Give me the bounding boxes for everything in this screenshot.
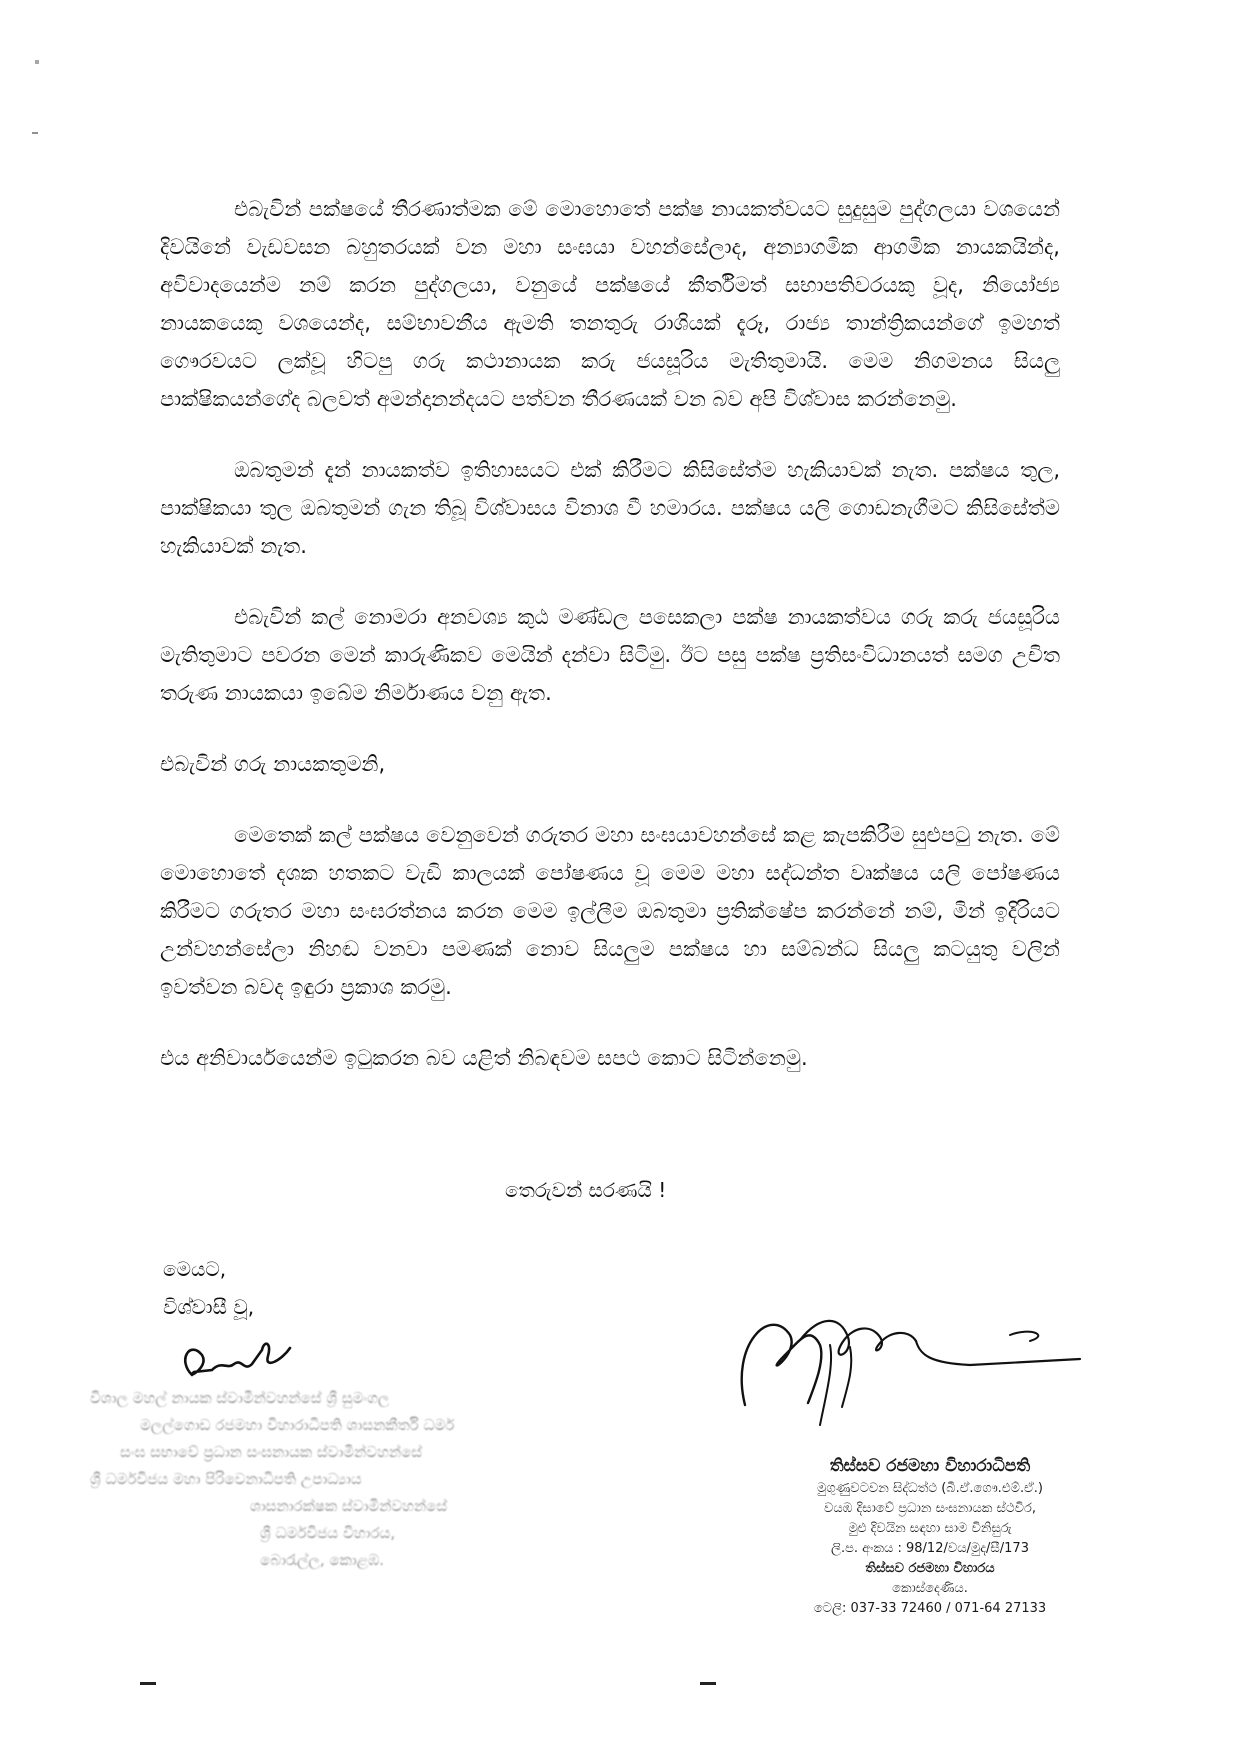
stamp-left-line: විශාල මහල් නායක ස්වාමීන්වහන්සේ ශ්‍රී සුමංගල (90, 1389, 390, 1407)
stamp-left-line: සංඝ සභාවේ ප්‍රධාන සංඝනායක ස්වාමීන්වහන්සේ (120, 1443, 423, 1461)
left-signature (172, 1320, 312, 1394)
scan-mark (700, 1682, 716, 1685)
stamp-line-6: කොස්දෙණිය. (892, 1581, 968, 1596)
stamp-left-line: බොරැල්ල, කොළඹ. (260, 1551, 385, 1569)
paragraph-4: මෙතෙක් කල් පක්ෂය වෙනුවෙන් ගරුතර මහා සංඝයාවහන්සේ කළ කැපකිරීම සුළුපටු නැත. මේ මොහොතේ දශක හතකට වැඩි කාලයක් පෝෂණය වූ මෙම මහා සද්ධන්ත වෘක්ෂය යලි පෝෂණය කිරීමට ගරුතර මහා සංඝරත්නය කරන මෙම ඉල්ලීම ඔබතුමා ප්‍රතික්ෂේප කරන්නේ නම්, මින් ඉදිරියට උන්වහන්සේලා නිහඬ වනවා පමණක් නොව සියලුම පක්ෂය හා සම්බන්ධ සියලු කටයුතු වලින් ඉවත්වන බවද ඉඳුරා ප්‍රකාශ කරමු. (160, 823, 1060, 999)
left-faded-stamp (90, 1385, 670, 1574)
paragraph-5: එය අනිවාර්යයෙන්ම ඉටුකරන බව යළිත් නිබඳවම සපථ කොට සිටින්නෙමු. (160, 1046, 808, 1070)
salutation: එබැවින් ගරු නායකතුමනි, (160, 752, 386, 776)
stamp-left-line: ශාසනාරක්ෂක ස්වාමීන්වහන්සේ (250, 1497, 448, 1515)
stamp-title: තිස්සව රජමහා විහාරාධිපති (829, 1456, 1031, 1476)
sender-line-1: මෙයට, (163, 1257, 227, 1281)
stamp-left-line: ශ්‍රී ධර්මවිජය මහා පිරිවෙනාධිපති උපාධ්‍යාය (90, 1470, 362, 1488)
stamp-line-2: වයඹ දිසාවේ ප්‍රධාන සංඝනායක ස්ථවිර, (824, 1501, 1036, 1516)
sender-block (163, 1250, 254, 1326)
scan-mark (35, 60, 39, 64)
scan-mark (32, 132, 38, 134)
stamp-line-5: තිස්සව රජමහා විහාරය (865, 1561, 995, 1576)
stamp-phone: ටෙලි: 037-33 72460 / 071-64 27133 (813, 1601, 1047, 1616)
stamp-line-1: මුගුණුවටවන සිද්ධත්ථ (බී.ඒ.ගෞ.එම්.ඒ.) (817, 1481, 1043, 1496)
stamp-line-4: ලි.ප. අංකය : 98/12/වය/මුද/සී/173 (831, 1541, 1029, 1556)
stamp-line-3: මුළු දිවයින සඳහා සාම විනිසුරු (848, 1521, 1012, 1536)
letter-body (160, 190, 1060, 1110)
scan-mark (140, 1682, 156, 1685)
right-signature (730, 1285, 1090, 1439)
sender-line-2: විශ්වාසී වූ, (163, 1295, 255, 1319)
right-official-stamp (770, 1453, 1090, 1619)
paragraph-2: ඔබතුමන් දැන් නායකත්ව ඉතිහාසයට එක් කිරීමට කිසිසේත්ම හැකියාවක් නැත. පක්ෂය තුල, පාක්ෂිකයා තුල ඔබතුමන් ගැන තිබූ විශ්වාසය විනාශ වී හමාරය. පක්ෂය යලි ගොඩනැගීමට කිසිසේත්ම හැකියාවක් නැත. (160, 458, 1060, 558)
paragraph-3: එබැවින් කල් නොමරා අනවශ්‍ය කුඨ මණ්ඩල පසෙකලා පක්ෂ නායකත්වය ගරු කරු ජයසූරිය මැතිතුමාට පවරන මෙන් කාරුණිකව මෙයින් දන්වා සිටිමු. ඊට පසු පක්ෂ ප්‍රතිසංවිධානයත් සමග උචිත තරුණ නායකයා ඉබේම නිර්මාණය වනු ඇත. (160, 605, 1060, 705)
closing-blessing: තෙරුවන් සරණයි ! (505, 1178, 667, 1202)
stamp-left-line: මලල්ගොඩ රජමහා විහාරාධිපති ශාසනකීර්ති ධර්ම (140, 1416, 455, 1434)
stamp-left-line: ශ්‍රී ධර්මවිජය විහාරය, (260, 1524, 396, 1542)
paragraph-1: එබැවින් පක්ෂයේ තීරණාත්මක මේ මොහොතේ පක්ෂ නායකත්වයට සුදුසුම පුද්ගලයා වශයෙන් දිවයිනේ වැඩවසන බහුතරයක් වන මහා සංඝයා වහන්සේලාද, අන්‍යාගමික ආගමික නායකයින්ද, අවිවාදයෙන්ම නම් කරන පුද්ගලයා, වනුයේ පක්ෂයේ කීර්තිමත් සභාපතිවරයකු වූද, නියෝජ්‍ය නායකයෙකු වශයෙන්ද, සම්භාවනීය ඇමති තනතුරු රාශියක් දැරූ, රාජ්‍ය තාන්ත්‍රිකයන්ගේ ඉමහත් ගෞරවයට ලක්වූ හිටපු ගරු කථානායක කරු ජයසූරිය මැතිතුමායි. මෙම නිගමනය සියලු පාක්ෂිකයන්ගේද බලවත් අමන්දානන්දයට පත්වන තීරණයක් වන බව අපි විශ්වාස කරන්නෙමු. (160, 197, 1060, 411)
